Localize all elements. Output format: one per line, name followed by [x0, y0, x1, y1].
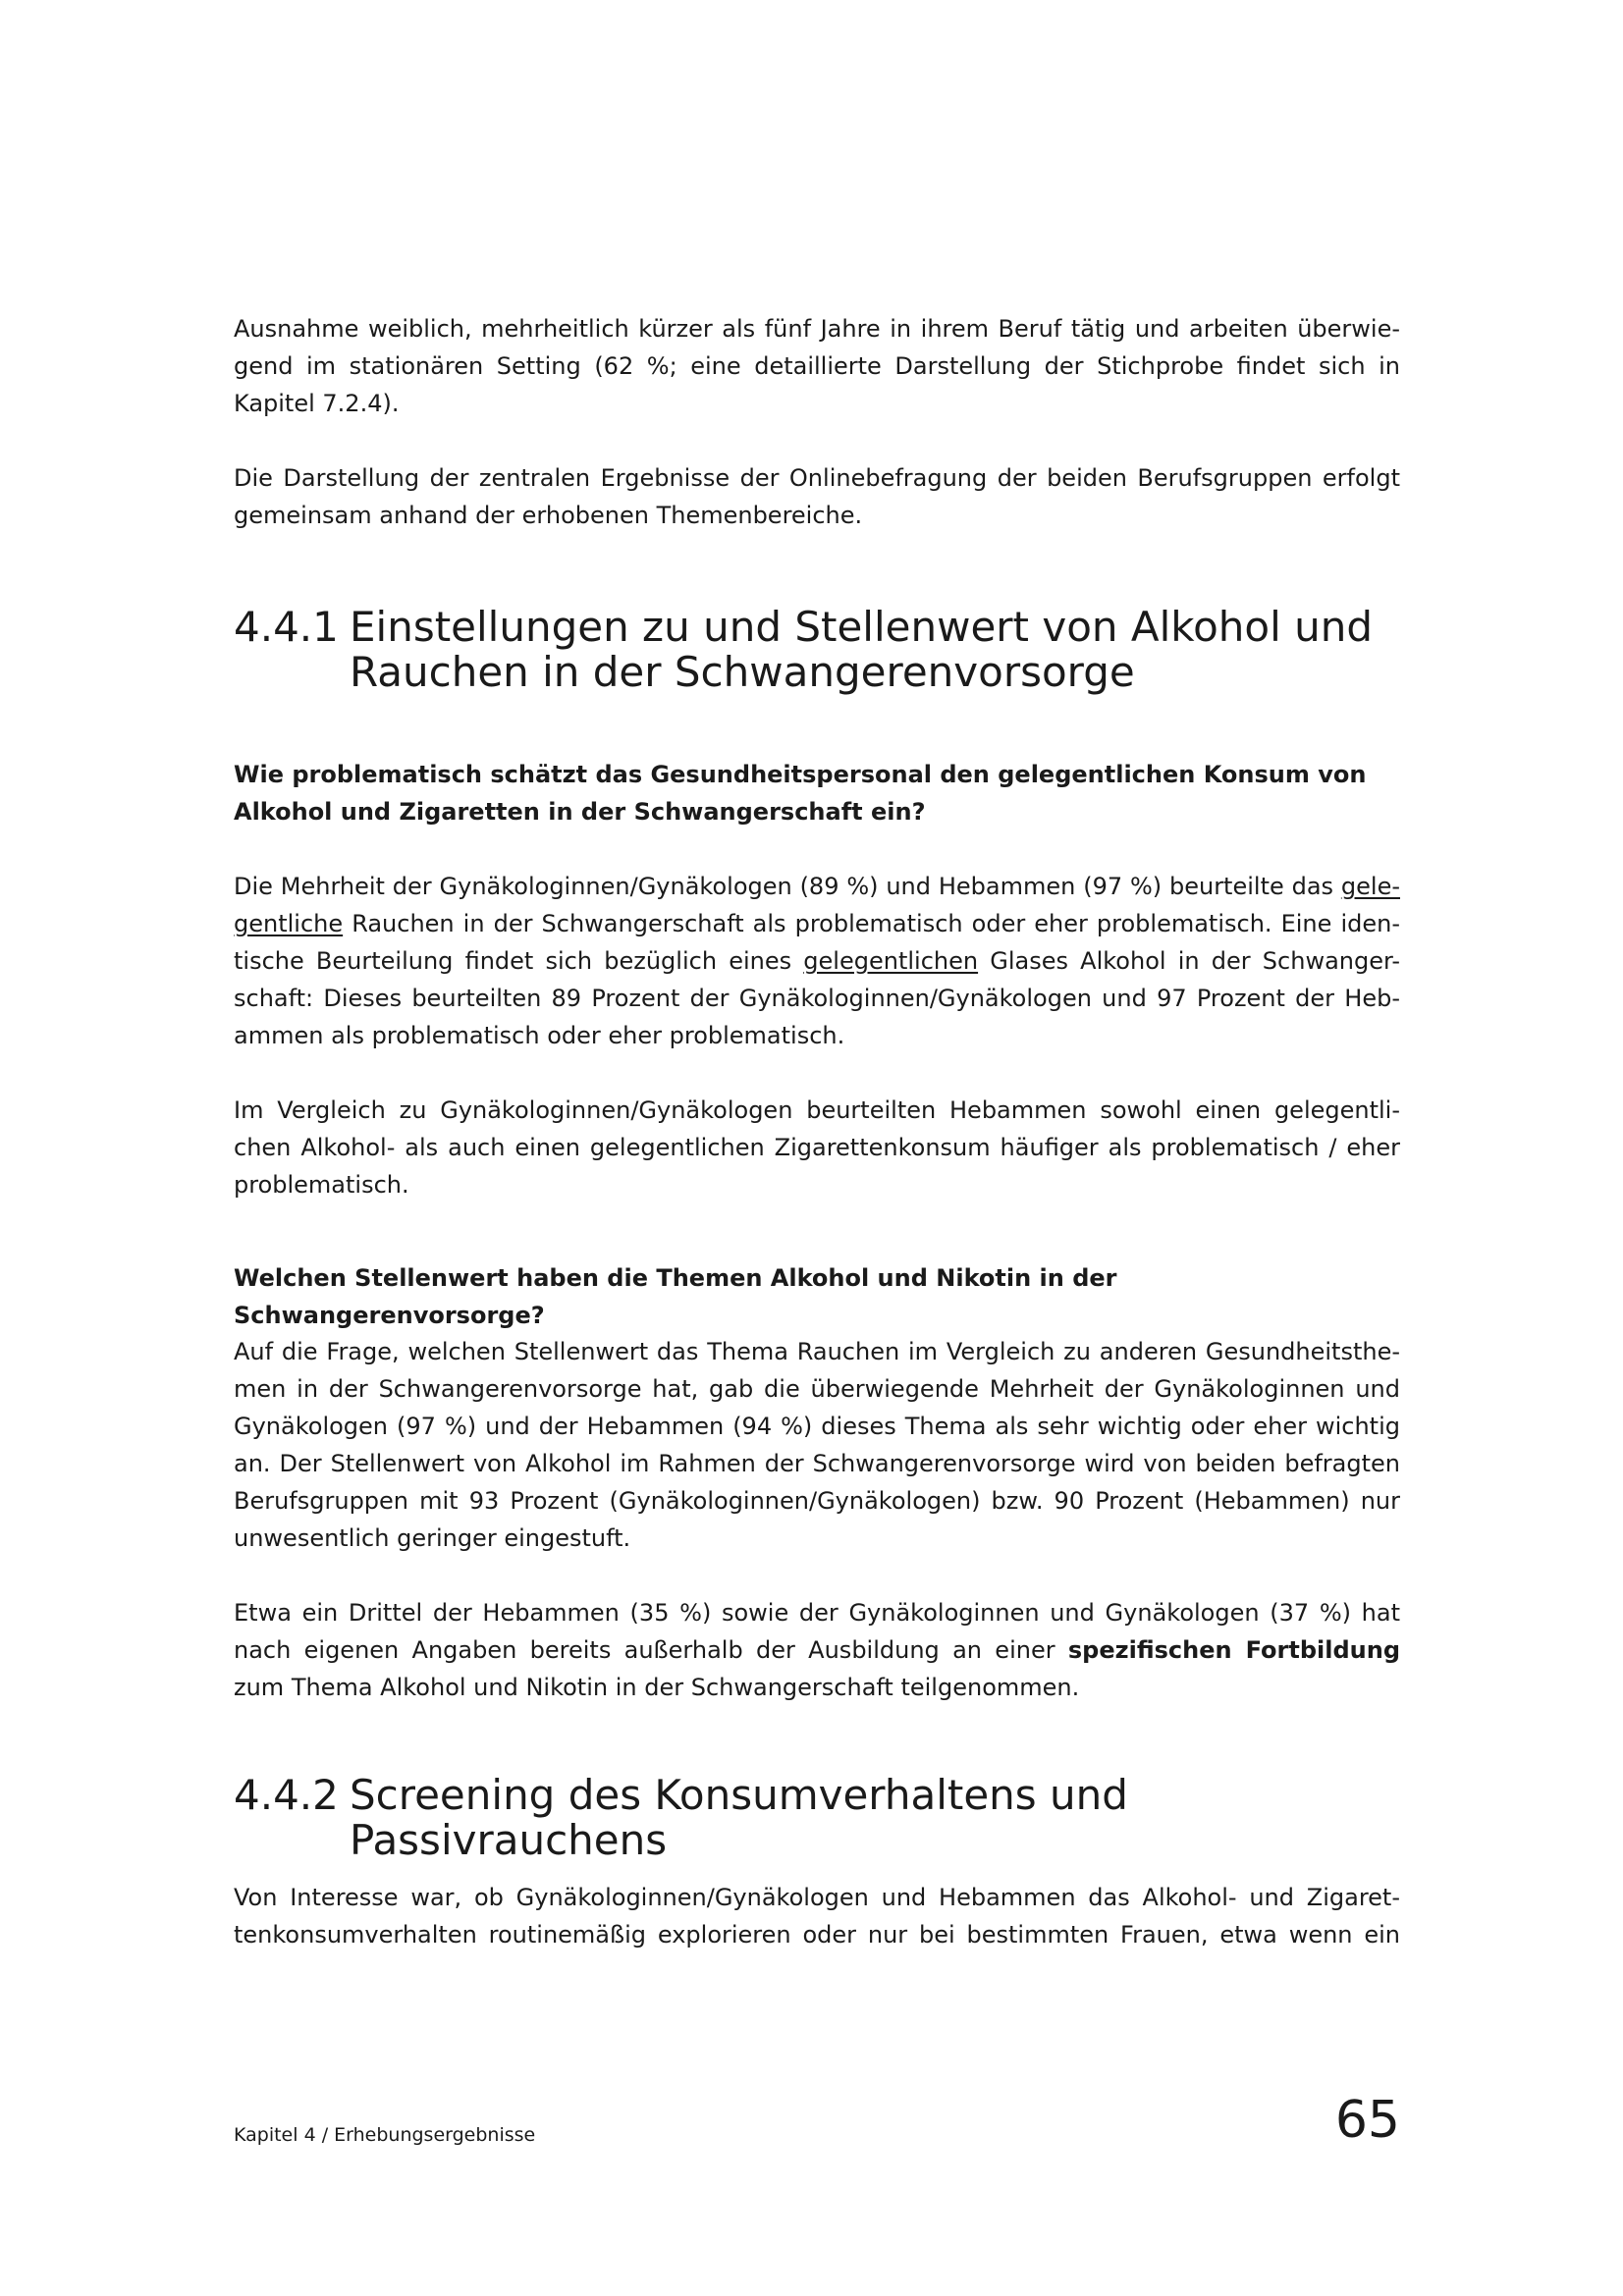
question-heading-2: Welchen Stellenwert haben die Themen Alkohol und Nikotin in der Schwangerenvorsorge?	[234, 1264, 1117, 1329]
paragraph-7: Von Interesse war, ob Gynäkologinnen/Gynäkologen und Hebammen das Alkohol- und Zigaret-tenkonsumverhalten routinemäßig explorieren oder nur bei bestimmten Frauen, etwa wenn ein	[234, 1884, 1400, 1949]
underlined-term: gele-gentliche	[234, 873, 1400, 937]
paragraph-5: Auf die Frage, welchen Stellenwert das Thema Rauchen im Vergleich zu anderen Gesundheitsthe-men in der Schwangerenvorsorge hat, gab die überwiegende Mehrheit der Gynäkologinnen und Gynäkologen (97 %) und der Hebammen (94 %) dieses Thema als sehr wichtig oder eher wichtig an. Der Stellenwert von Alkohol im Rahmen der Schwangerenvorsorge wird von beiden befragten Berufsgruppen mit 93 Prozent (Gynäkologinnen/Gynäkologen) bzw. 90 Prozent (Hebammen) nur unwesentlich geringer eingestuft.	[234, 1338, 1400, 1552]
section-number: 4.4.1	[234, 603, 339, 651]
text-run: Die Mehrheit der Gynäkologinnen/Gynäkologen (89 %) und Hebammen (97 %) beurteilte das	[234, 873, 1341, 900]
paragraph-training	[234, 1594, 1400, 1706]
section-4-4-2-heading	[234, 1773, 1400, 1863]
section-heading	[234, 1773, 1400, 1863]
paragraph-intro	[234, 310, 1400, 422]
paragraph-screening	[234, 1879, 1400, 1953]
footer-chapter-label: Kapitel 4 / Erhebungsergebnisse	[234, 2124, 536, 2146]
paragraph-2: Die Darstellung der zentralen Ergebnisse der Onlinebefragung der beiden Berufsgruppen erfolgt gemeinsam anhand der erhobenen Themenbereiche.	[234, 464, 1400, 529]
paragraph-6	[234, 1594, 1400, 1706]
text-run: Glases Alkohol in der Schwanger-schaft: Dieses beurteilten 89 Prozent der Gynäkologinnen/Gynäkologen und 97 Prozent der Heb-ammen als problematisch oder eher problematisch.	[234, 947, 1400, 1049]
bold-term: spezifischen Fortbildung	[1067, 1636, 1400, 1664]
paragraph-1: Ausnahme weiblich, mehrheitlich kürzer als fünf Jahre in ihrem Beruf tätig und arbeiten überwie-gend im stationären Setting (62 %; eine detaillierte Darstellung der Stichprobe findet sich in Kapitel 7.2.4).	[234, 315, 1400, 417]
section-title: Screening des Konsumverhaltens und Passivrauchens	[350, 1771, 1128, 1864]
question-block-1	[234, 756, 1400, 830]
paragraph-3	[234, 868, 1400, 1054]
paragraph-importance	[234, 1333, 1400, 1557]
page-number: 65	[1334, 2091, 1400, 2150]
paragraph-comparison	[234, 1092, 1400, 1203]
underlined-term: gelegentlichen	[803, 947, 979, 975]
section-title: Einstellungen zu und Stellenwert von Alkohol und Rauchen in der Schwangerenvorsorge	[350, 603, 1374, 696]
paragraph-4: Im Vergleich zu Gynäkologinnen/Gynäkologen beurteilten Hebammen sowohl einen gelegentli-chen Alkohol- als auch einen gelegentlichen Zigarettenkonsum häufiger als problematisch / eher problematisch.	[234, 1096, 1400, 1199]
paragraph-overview	[234, 459, 1400, 534]
section-heading	[234, 605, 1400, 695]
text-run: Rauchen in der Schwangerschaft als problematisch oder eher problematisch. Eine iden-tische Beurteilung findet sich bezüglich eines	[234, 910, 1400, 975]
section-4-4-1-heading	[234, 605, 1400, 695]
question-block-2	[234, 1259, 1400, 1334]
text-run: Etwa ein Drittel der Hebammen (35 %) sowie der Gynäkologinnen und Gynäkologen (37 %) hat nach eigenen Angaben bereits außerhalb der Ausbildung an einer	[234, 1599, 1400, 1664]
question-heading-1: Wie problematisch schätzt das Gesundheitspersonal den gelegentlichen Konsum von Alkohol und Zigaretten in der Schwangerschaft ein?	[234, 761, 1367, 826]
text-run: zum Thema Alkohol und Nikotin in der Schwangerschaft teilgenommen.	[234, 1674, 1080, 1701]
paragraph-assessment	[234, 868, 1400, 1054]
section-number: 4.4.2	[234, 1771, 339, 1819]
